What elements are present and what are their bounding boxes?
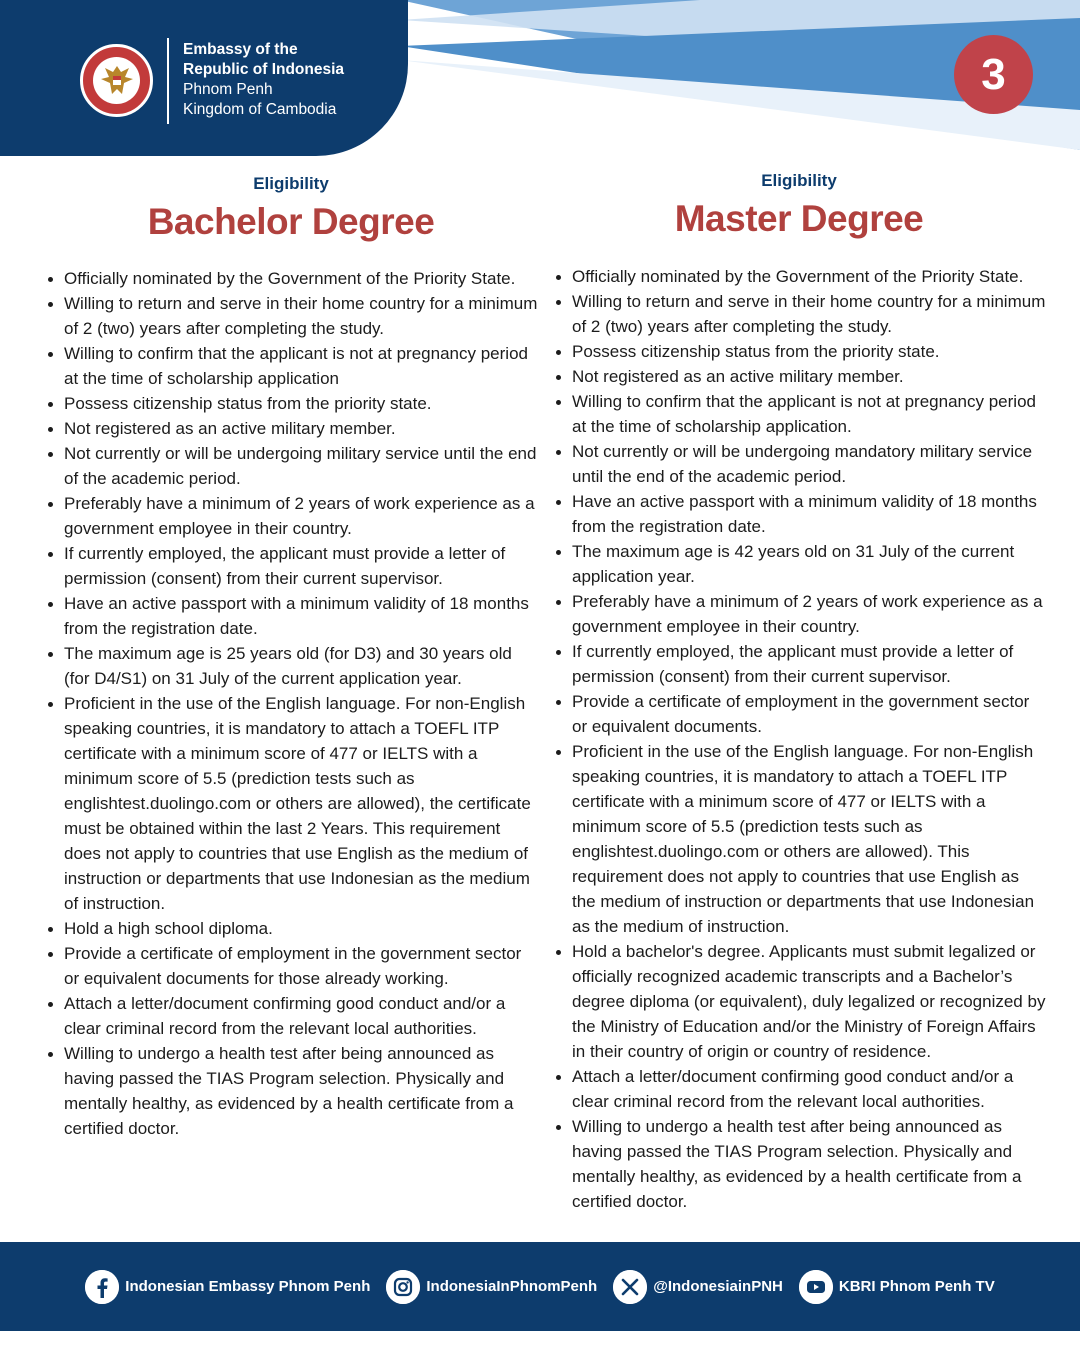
requirement-item: Not registered as an active military member. bbox=[44, 416, 538, 441]
requirement-item: The maximum age is 25 years old (for D3) and 30 years old (for D4/S1) on 31 July of the current application year. bbox=[44, 641, 538, 691]
requirement-item: If currently employed, the applicant must provide a letter of permission (consent) from their current supervisor. bbox=[44, 541, 538, 591]
header-card bbox=[0, 0, 408, 156]
header-divider bbox=[167, 38, 169, 124]
requirement-item: Willing to return and serve in their home country for a minimum of 2 (two) years after completing the study. bbox=[44, 291, 538, 341]
org-line: Phnom Penh bbox=[183, 81, 273, 98]
youtube-icon bbox=[799, 1270, 833, 1304]
requirement-item: Attach a letter/document confirming good conduct and/or a clear criminal record from the relevant local authorities. bbox=[44, 991, 538, 1041]
requirement-item: Willing to confirm that the applicant is not at pregnancy period at the time of scholarship application bbox=[44, 341, 538, 391]
requirement-item: Hold a bachelor's degree. Applicants must submit legalized or officially recognized academic transcripts and a Bachelor’s degree diploma (or equivalent), duly legalized or recognized by the Ministry of Education and/or the Ministry of Foreign Affairs in their country of origin or country of residence. bbox=[552, 939, 1046, 1064]
requirement-item: Possess citizenship status from the priority state. bbox=[552, 339, 1046, 364]
facebook-label: Indonesian Embassy Phnom Penh bbox=[125, 1278, 371, 1295]
org-line: Republic of Indonesia bbox=[183, 61, 345, 78]
requirement-item: Preferably have a minimum of 2 years of work experience as a government employee in their country. bbox=[552, 589, 1046, 639]
page-number-badge: 3 bbox=[954, 35, 1033, 114]
master-requirements-list bbox=[552, 264, 1046, 1214]
bachelor-eyebrow: Eligibility bbox=[253, 174, 329, 193]
requirement-item: Not currently or will be undergoing mandatory military service until the end of the academic period. bbox=[552, 439, 1046, 489]
x-label: @IndonesiainPNH bbox=[653, 1278, 783, 1295]
org-line: Kingdom of Cambodia bbox=[183, 101, 337, 118]
requirement-item: Willing to undergo a health test after being announced as having passed the TIAS Program selection. Physically and mentally healthy, as evidenced by a health certificate from a certified doctor. bbox=[552, 1114, 1046, 1214]
requirement-item: Hold a high school diploma. bbox=[44, 916, 538, 941]
requirement-item: Preferably have a minimum of 2 years of work experience as a government employee in their country. bbox=[44, 491, 538, 541]
requirement-item: Proficient in the use of the English language. For non-English speaking countries, it is mandatory to attach a TOEFL ITP certificate with a minimum score of 477 or IELTS with a minimum score of 5.5 (prediction tests such as englishtest.duolingo.com or others are allowed). This requirement does not apply to countries that use English as the medium of instruction or departments that use Indonesian as the medium of instruction. bbox=[552, 739, 1046, 939]
facebook-link[interactable] bbox=[85, 1270, 370, 1304]
requirement-item: Possess citizenship status from the priority state. bbox=[44, 391, 538, 416]
requirement-item: The maximum age is 42 years old on 31 July of the current application year. bbox=[552, 539, 1046, 589]
requirement-item: Attach a letter/document confirming good conduct and/or a clear criminal record from the relevant local authorities. bbox=[552, 1064, 1046, 1114]
instagram-link[interactable] bbox=[386, 1270, 597, 1304]
requirement-item: Willing to return and serve in their home country for a minimum of 2 (two) years after completing the study. bbox=[552, 289, 1046, 339]
requirement-item: If currently employed, the applicant must provide a letter of permission (consent) from their current supervisor. bbox=[552, 639, 1046, 689]
x-icon bbox=[613, 1270, 647, 1304]
requirement-item: Officially nominated by the Government of the Priority State. bbox=[44, 266, 538, 291]
social-footer bbox=[0, 1242, 1080, 1331]
x-link[interactable] bbox=[613, 1270, 783, 1304]
master-title: Master Degree bbox=[674, 198, 924, 239]
requirement-item: Have an active passport with a minimum validity of 18 months from the registration date. bbox=[44, 591, 538, 641]
embassy-name bbox=[183, 40, 344, 120]
requirement-item: Provide a certificate of employment in the government sector or equivalent documents. bbox=[552, 689, 1046, 739]
requirement-item: Willing to undergo a health test after being announced as having passed the TIAS Program selection. Physically and mentally healthy, as evidenced by a health certificate from a certified doctor. bbox=[44, 1041, 538, 1141]
youtube-link[interactable] bbox=[799, 1270, 995, 1304]
requirement-item: Not currently or will be undergoing military service until the end of the academic period. bbox=[44, 441, 538, 491]
requirement-item: Not registered as an active military member. bbox=[552, 364, 1046, 389]
garuda-emblem-icon bbox=[98, 62, 136, 100]
requirement-item: Have an active passport with a minimum validity of 18 months from the registration date. bbox=[552, 489, 1046, 539]
facebook-icon bbox=[85, 1270, 119, 1304]
bachelor-title: Bachelor Degree bbox=[147, 201, 435, 242]
requirement-item: Willing to confirm that the applicant is not at pregnancy period at the time of scholarship application. bbox=[552, 389, 1046, 439]
requirement-item: Provide a certificate of employment in the government sector or equivalent documents for those already working. bbox=[44, 941, 538, 991]
instagram-label: IndonesiaInPhnomPenh bbox=[426, 1278, 598, 1295]
master-eyebrow: Eligibility bbox=[761, 171, 837, 190]
instagram-icon bbox=[386, 1270, 420, 1304]
org-line: Embassy of the bbox=[183, 41, 298, 58]
bachelor-requirements-list bbox=[44, 266, 538, 1141]
requirement-item: Proficient in the use of the English language. For non-English speaking countries, it is mandatory to attach a TOEFL ITP certificate with a minimum score of 477 or IELTS with a minimum score of 5.5 (prediction tests such as englishtest.duolingo.com or others are allowed), the certificate must be obtained within the last 2 Years. This requirement does not apply to countries that use English as the medium of instruction or departments that use Indonesian as the medium of instruction. bbox=[44, 691, 538, 916]
requirement-item: Officially nominated by the Government of the Priority State. bbox=[552, 264, 1046, 289]
embassy-seal-logo bbox=[80, 44, 153, 117]
youtube-label: KBRI Phnom Penh TV bbox=[838, 1278, 995, 1295]
